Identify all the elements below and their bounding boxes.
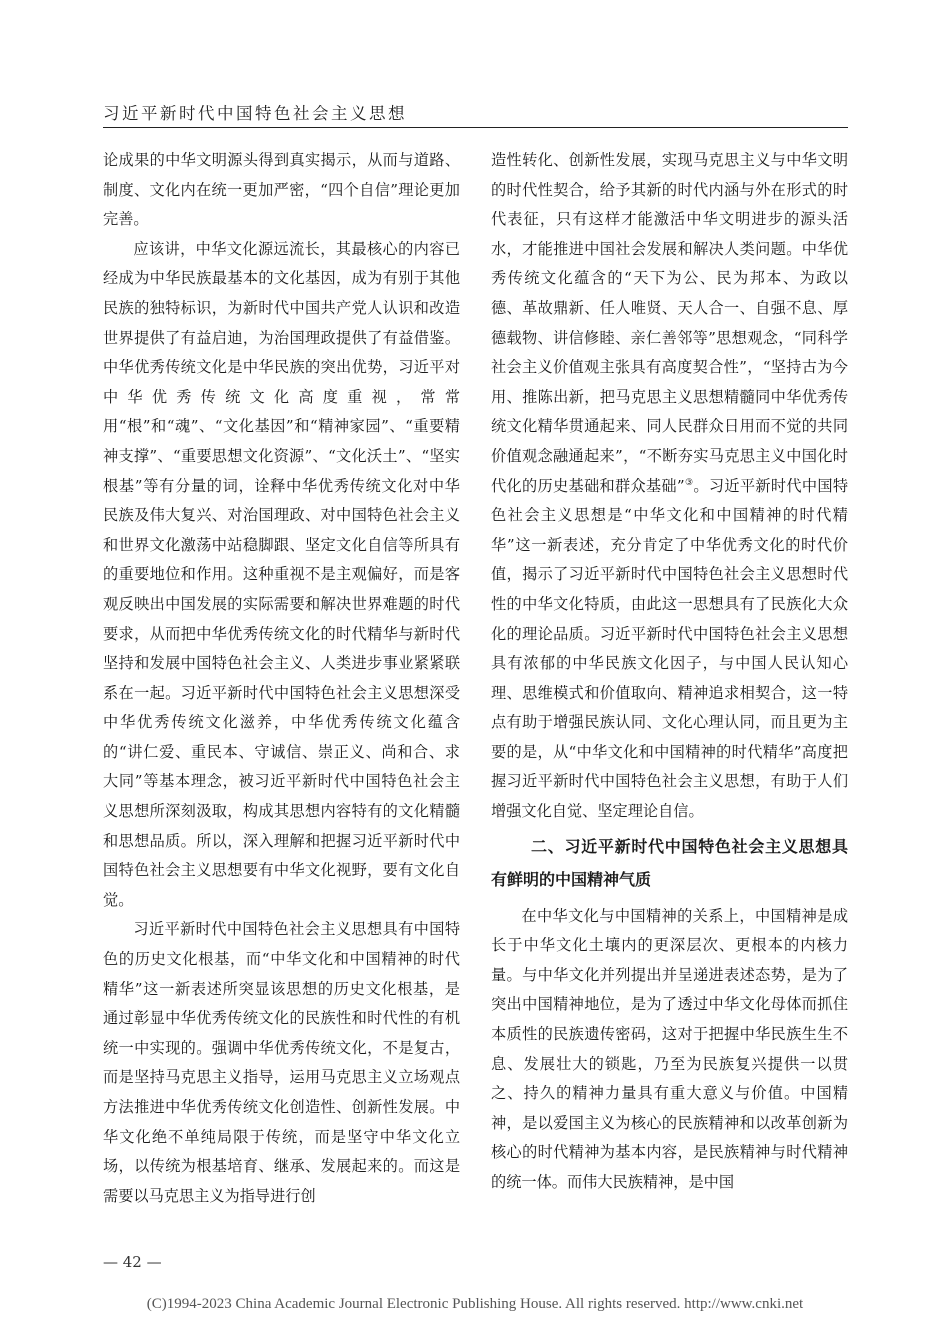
header-rule	[103, 127, 848, 128]
left-column	[103, 146, 460, 1211]
copyright-footer: (C)1994-2023 China Academic Journal Electronic Publishing House. All rights reserved. http://www.cnki.net	[146, 1296, 804, 1312]
paragraph-historical-foundation: 习近平新时代中国特色社会主义思想具有中国特色的历史文化根基，而“中华文化和中国精神的时代精华”这一新表述所突显该思想的历史文化根基，是通过彰显中华优秀传统文化的民族性和时代性的有机统一中实现的。强调中华优秀传统文化，不是复古，而是坚持马克思主义指导，运用马克思主义立场观点方法推进中华优秀传统文化创造性、创新性发展。中华文化绝不单纯局限于传统，而是坚守中华文化立场，以传统为根基培育、继承、发展起来的。而这是需要以马克思主义为指导进行创	[103, 920, 460, 1205]
paragraph-cultural-roots: 应该讲，中华文化源远流长，其最核心的内容已经成为中华民族最基本的文化基因，成为有别于其他民族的独特标识，为新时代中国共产党人认识和改造世界提供了有益启迪，为治国理政提供了有益借鉴。中华优秀传统文化是中华民族的突出优势，习近平对中华优秀传统文化高度重视，常常用“根”和“魂”、“文化基因”和“精神家园”、“重要精神支撑”、“重要思想文化资源”、“文化沃土”、“坚实根基”等有分量的词，诠释中华优秀传统文化对中华民族及伟大复兴、对治国理政、对中国特色社会主义和世界文化激荡中站稳脚跟、坚定文化自信等所具有的重要地位和作用。这种重视不是主观偏好，而是客观反映出中国发展的实际需要和解决世界难题的时代要求，从而把中华优秀传统文化的时代精华与新时代坚持和发展中国特色社会主义、人类进步事业紧紧联系在一起。习近平新时代中国特色社会主义思想深受中华优秀传统文化滋养，中华优秀传统文化蕴含的“讲仁爱、重民本、守诚信、崇正义、尚和合、求大同”等基本理念，被习近平新时代中国特色社会主义思想所深刻汲取，构成其思想内容特有的文化精髓和思想品质。所以，深入理解和把握习近平新时代中国特色社会主义思想要有中华文化视野，要有文化自觉。	[103, 239, 460, 909]
running-header: 习近平新时代中国特色社会主义思想	[103, 104, 407, 123]
section-heading: 二、习近平新时代中国特色社会主义思想具有鲜明的中国精神气质	[491, 836, 848, 889]
paragraph-chinese-spirit: 在中华文化与中国精神的关系上，中国精神是成长于中华文化土壤内的更深层次、更根本的内核力量。与中华文化并列提出并呈递进表述态势，是为了突出中国精神地位，是为了透过中华文化母体而抓住本质性的民族遗传密码，这对于把握中华民族生生不息、发展壮大的锁匙，乃至为民族复兴提供一以贯之、持久的精神力量具有重大意义与价值。中国精神，是以爱国主义为核心的民族精神和以改革创新为核心的时代精神为基本内容，是民族精神与时代精神的统一体。而伟大民族精神，是中国	[491, 906, 848, 1191]
paragraph-creative-transformation	[491, 146, 848, 827]
page-number: — 42 —	[103, 1253, 162, 1271]
paragraph-text-part1: 造性转化、创新性发展，实现马克思主义与中华文明的时代性契合，给予其新的时代内涵与外在形式的时代表征，只有这样才能激活中华文明进步的源头活水，才能推进中国社会发展和解决人类问题。中华优秀传统文化蕴含的“天下为公、民为邦本、为政以德、革故鼎新、任人唯贤、天人合一、自强不息、厚德载物、讲信修睦、亲仁善邻等”思想观念，“同科学社会主义价值观主张具有高度契合性”，“坚持古为今用、推陈出新，把马克思主义思想精髓同中华优秀传统文化精华贯通起来、同人民群众日用而不觉的共同价值观念融通起来”，“不断夯实马克思主义中国化时代化的历史基础和群众基础”	[491, 151, 848, 495]
paragraph-text-part2: 。习近平新时代中国特色社会主义思想是“中华文化和中国精神的时代精华”这一新表述，充分肯定了中华优秀文化的时代价值，揭示了习近平新时代中国特色社会主义思想时代性的中华文化特质，由此这一思想具有了民族化大众化的理论品质。习近平新时代中国特色社会主义思想具有浓郁的中华民族文化因子，与中国人民认知心理、思维模式和价值取向、精神追求相契合，这一特点有助于增强民族认同、文化心理认同，而且更为主要的是，从“中华文化和中国精神的时代精华”高度把握习近平新时代中国特色社会主义思想，有助于人们增强文化自觉、坚定理论自信。	[491, 476, 849, 821]
right-column	[491, 146, 848, 1198]
paragraph-continued: 论成果的中华文明源头得到真实揭示，从而与道路、制度、文化内在统一更加严密，“四个自信”理论更加完善。	[103, 151, 460, 229]
footnote-marker: ③	[684, 477, 694, 488]
